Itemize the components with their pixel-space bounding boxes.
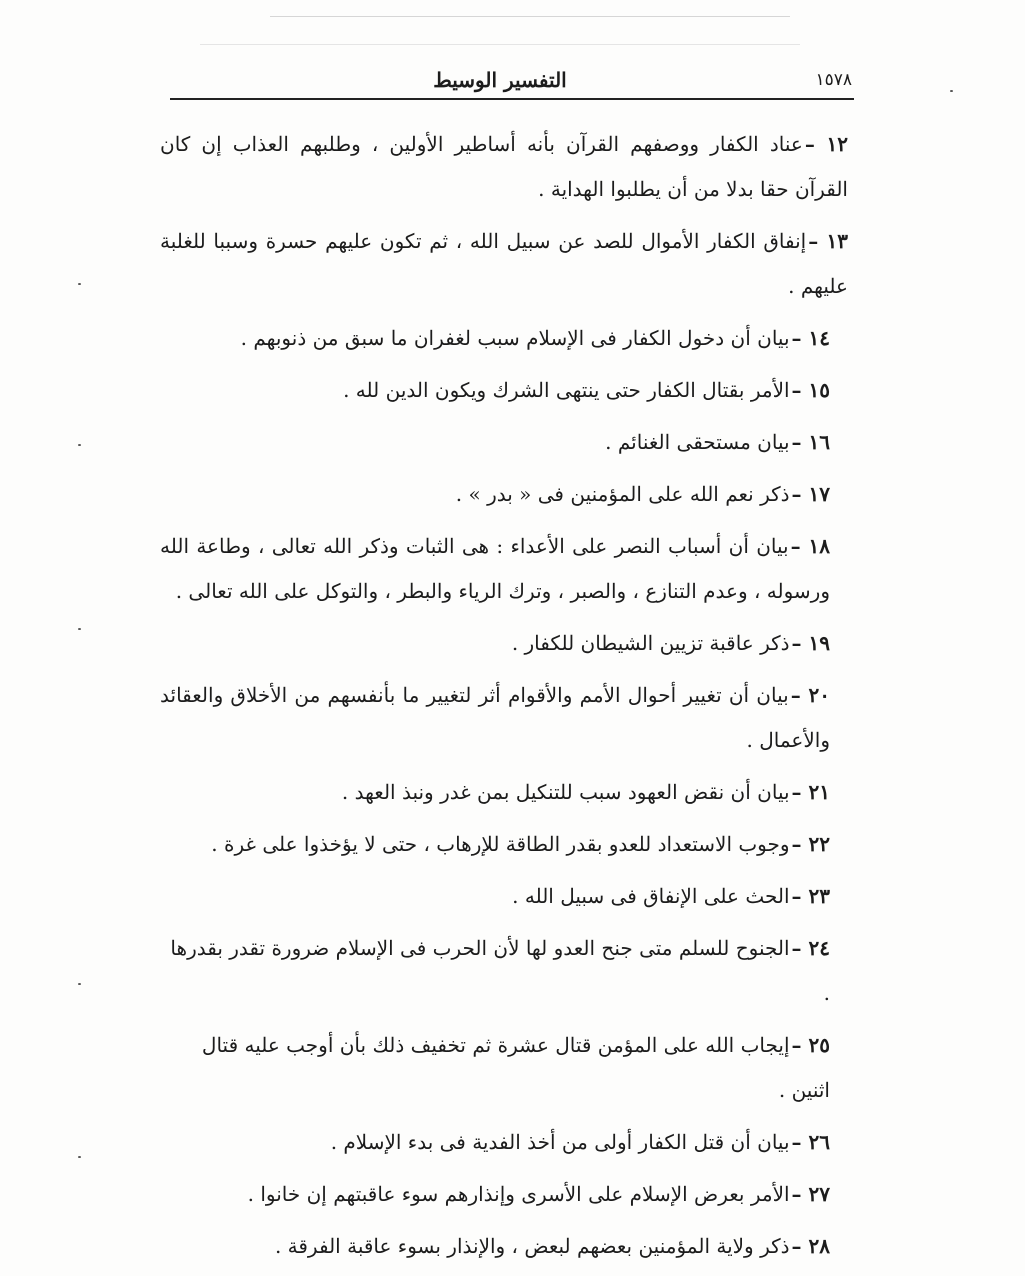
item-text: الأمر بعرض الإسلام على الأسرى وإنذارهم سوء عاقبتهم إن خانوا . <box>247 1182 790 1206</box>
item-text: الجنوح للسلم متى جنح العدو لها لأن الحرب فى الإسلام ضرورة تقدر بقدرها . <box>170 936 830 1005</box>
list-item <box>160 368 848 413</box>
item-text: ذكر عاقبة تزيين الشيطان للكفار . <box>511 631 790 655</box>
item-text: ذكر ولاية المؤمنين بعضهم لبعض ، والإنذار بسوء عاقبة الفرقة . <box>274 1234 790 1258</box>
header-rule <box>170 98 854 100</box>
item-text: عناد الكفار ووصفهم القرآن بأنه أساطير الأولين ، وطلبهم العذاب إن كان القرآن حقا بدلا من أن يطلبوا الهداية . <box>160 132 848 201</box>
running-title: التفسير الوسيط <box>433 68 567 92</box>
list-item <box>160 122 848 212</box>
item-text: الأمر بقتال الكفار حتى ينتهى الشرك ويكون الدين لله . <box>343 378 790 402</box>
item-text: بيان أن قتل الكفار أولى من أخذ الفدية فى بدء الإسلام . <box>330 1130 790 1154</box>
item-text: إنفاق الكفار الأموال للصد عن سبيل الله ، ثم تكون عليهم حسرة وسببا للغلبة عليهم . <box>160 229 848 298</box>
scan-line-second <box>200 44 800 45</box>
scan-line-top <box>270 16 790 17</box>
item-number: ٢٢ – <box>791 832 830 856</box>
item-text: بيان أن دخول الكفار فى الإسلام سبب لغفران ما سبق من ذنوبهم . <box>240 326 790 350</box>
item-number: ٢٨ – <box>791 1234 830 1258</box>
list-item <box>160 1172 848 1217</box>
list-item <box>160 822 848 867</box>
item-number: ١٧ – <box>791 482 830 506</box>
item-number: ٢١ – <box>791 780 830 804</box>
item-number: ١٤ – <box>791 326 830 350</box>
item-number: ١٩ – <box>791 631 830 655</box>
item-text: بيان أن تغيير أحوال الأمم والأقوام أثر لتغيير ما بأنفسهم من الأخلاق والعقائد والأعمال . <box>160 683 830 752</box>
list-item <box>160 1120 848 1165</box>
list-item <box>160 472 848 517</box>
item-number: ٢٥ – <box>791 1033 830 1057</box>
scan-speck <box>78 628 81 630</box>
item-number: ٢٧ – <box>791 1182 830 1206</box>
item-text: بيان أن أسباب النصر على الأعداء : هى الثبات وذكر الله تعالى ، وطاعة الله ورسوله ، وعدم التنازع ، والصبر ، وترك الرياء والبطر ، والتوكل على الله تعالى . <box>160 534 830 603</box>
item-text: إيجاب الله على المؤمن قتال عشرة ثم تخفيف ذلك بأن أوجب عليه قتال اثنين . <box>201 1033 830 1102</box>
summary-list <box>160 122 848 1276</box>
item-number: ١٢ – <box>804 132 848 156</box>
scan-speck <box>78 983 81 985</box>
list-item <box>160 673 848 763</box>
list-item <box>160 874 848 919</box>
item-number: ١٦ – <box>791 430 830 454</box>
item-number: ٢٤ – <box>791 936 830 960</box>
list-item <box>160 926 848 1016</box>
list-item <box>160 770 848 815</box>
scan-speck <box>78 1156 81 1158</box>
item-text: ذكر نعم الله على المؤمنين فى « بدر » . <box>455 482 790 506</box>
page-header <box>170 68 852 98</box>
list-item <box>160 420 848 465</box>
item-number: ١٥ – <box>791 378 830 402</box>
item-text: بيان مستحقى الغنائم . <box>605 430 790 454</box>
list-item <box>160 621 848 666</box>
item-text: بيان أن نقض العهود سبب للتنكيل بمن غدر ونبذ العهد . <box>341 780 790 804</box>
item-text: الحث على الإنفاق فى سبيل الله . <box>512 884 790 908</box>
item-number: ١٣ – <box>808 229 848 253</box>
scan-speck <box>78 283 81 285</box>
page-number: ١٥٧٨ <box>815 70 852 90</box>
list-item <box>160 1023 848 1113</box>
scan-speck <box>950 90 953 92</box>
item-number: ٢٠ – <box>790 683 830 707</box>
item-text: وجوب الاستعداد للعدو بقدر الطاقة للإرهاب ، حتى لا يؤخذوا على غرة . <box>211 832 790 856</box>
item-number: ١٨ – <box>790 534 831 558</box>
scan-speck <box>78 444 81 446</box>
list-item <box>160 524 848 614</box>
list-item <box>160 1224 848 1269</box>
list-item <box>160 219 848 309</box>
list-item <box>160 316 848 361</box>
item-number: ٢٣ – <box>791 884 830 908</box>
item-number: ٢٦ – <box>791 1130 830 1154</box>
